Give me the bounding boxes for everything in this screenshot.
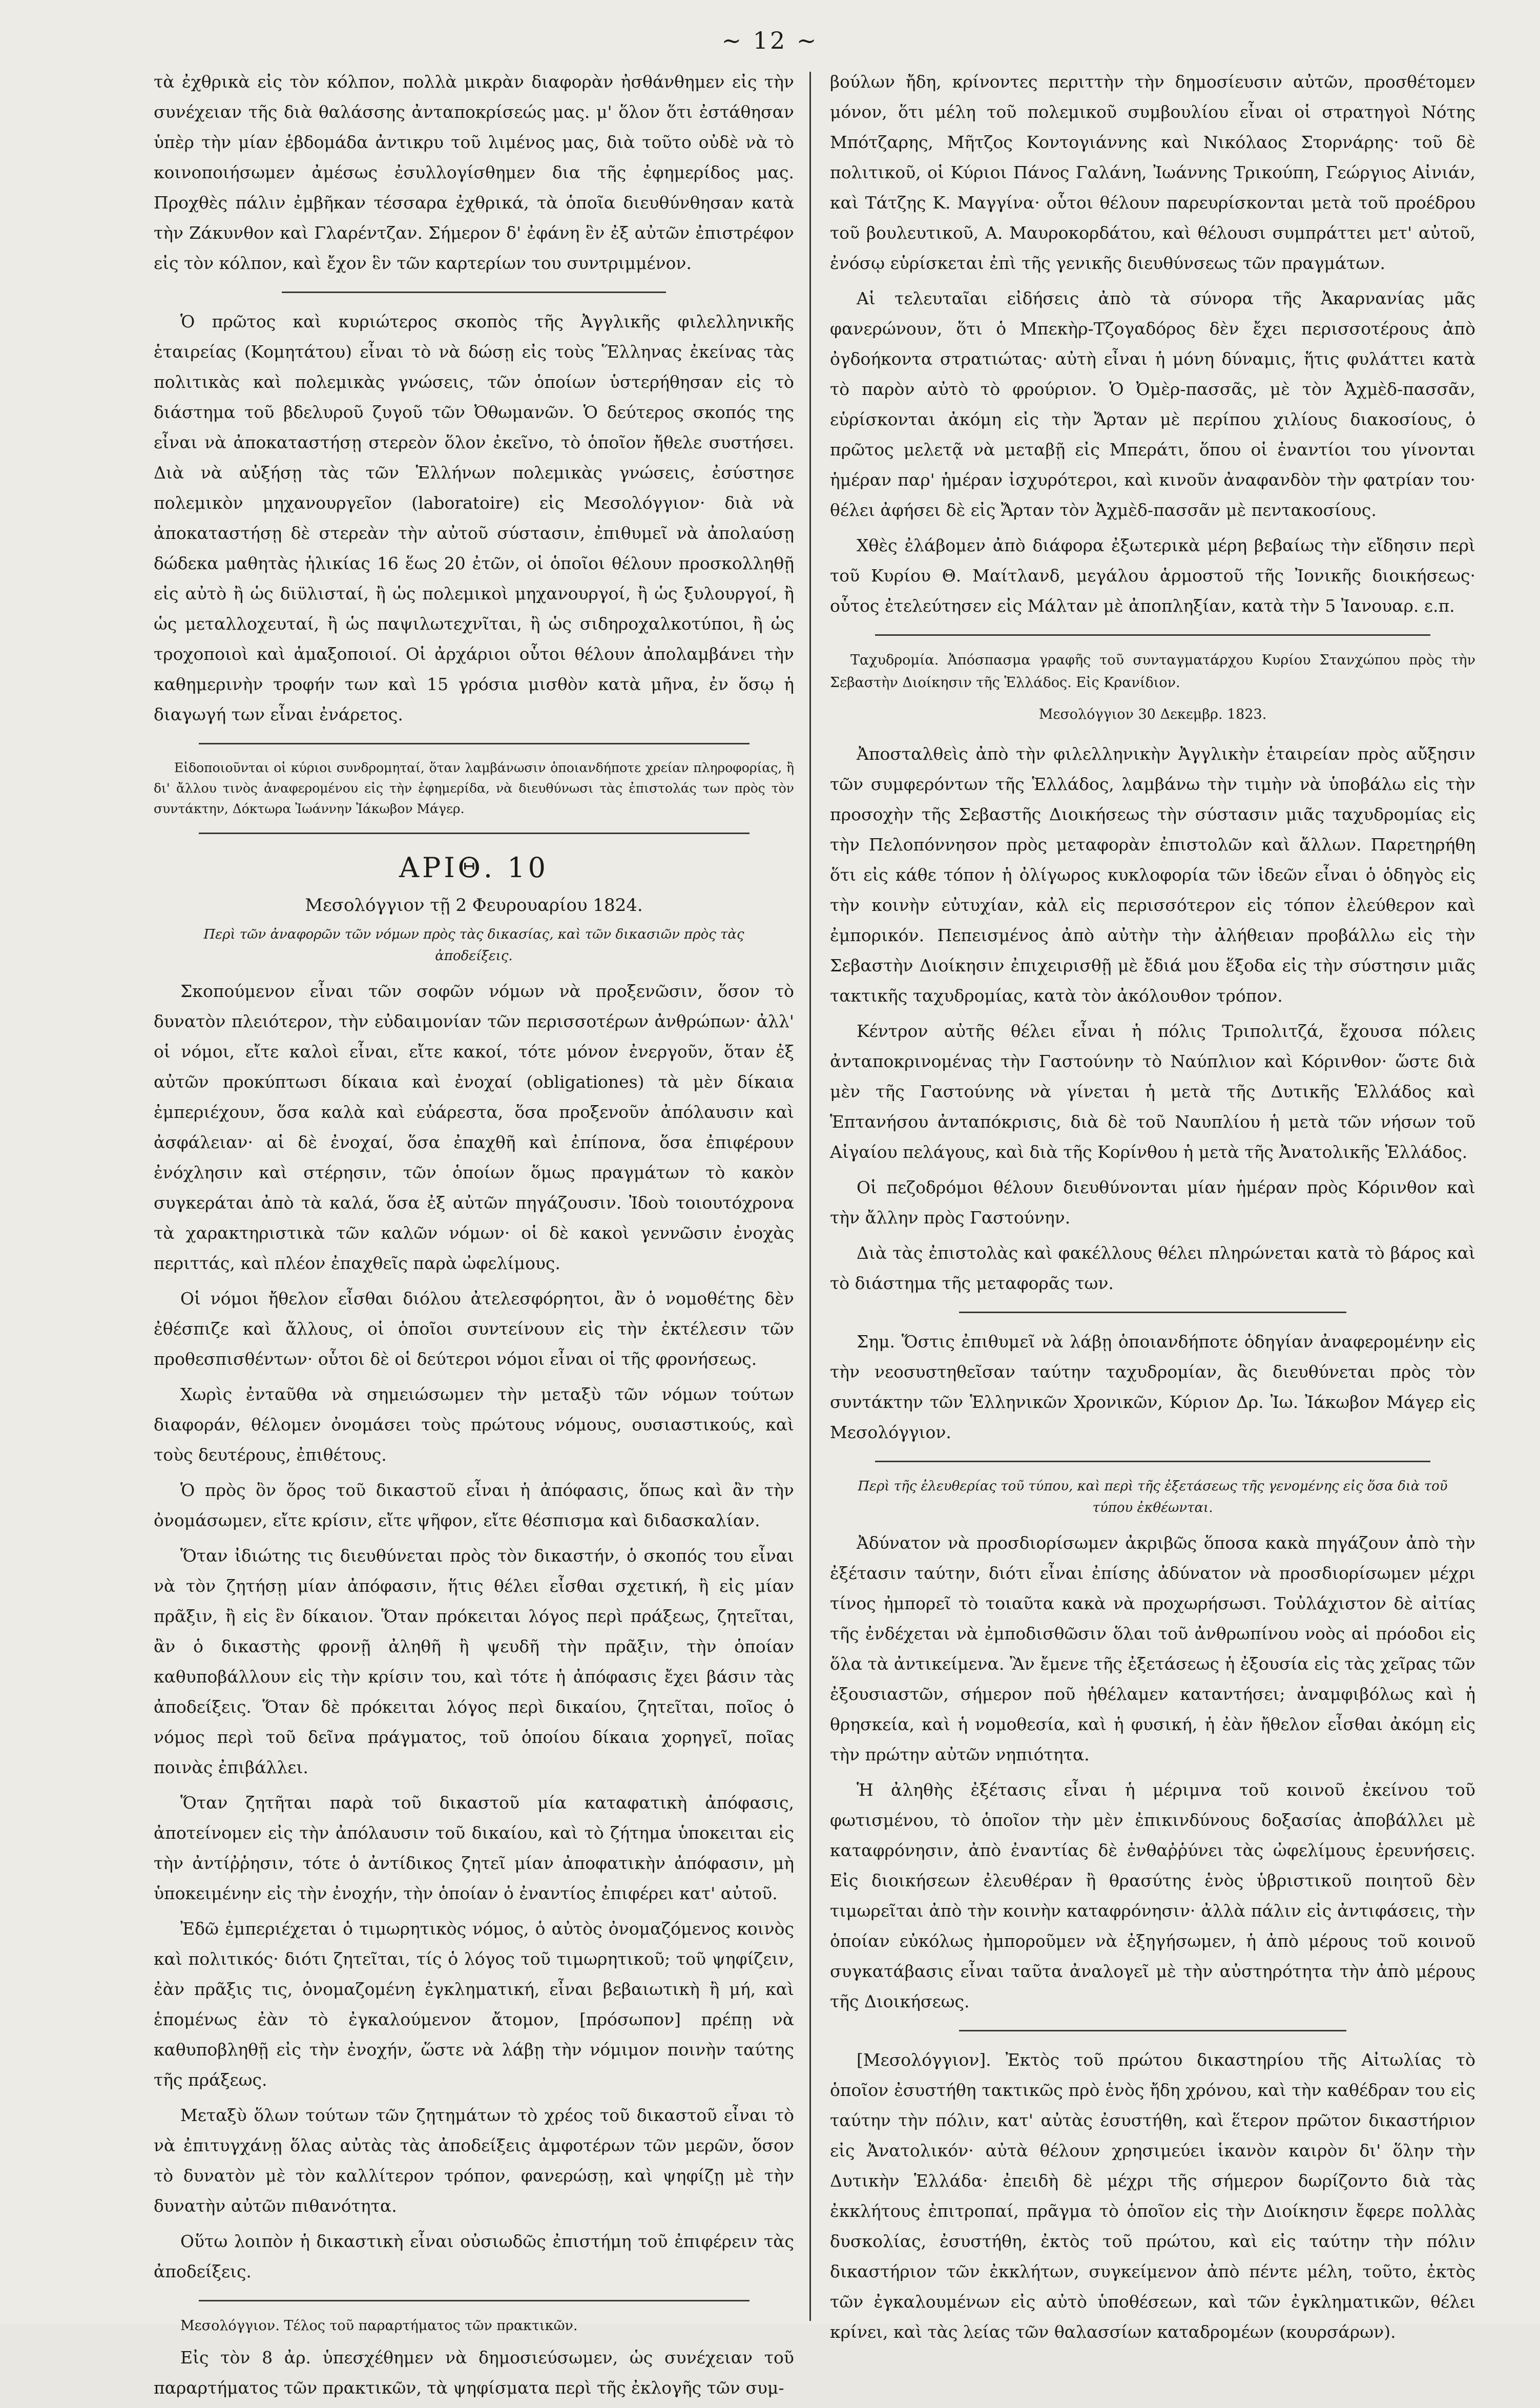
article-subtitle: Περὶ τῶν ἀναφορῶν τῶν νόμων πρὸς τὰς δικασίας, καὶ τῶν δικασιῶν πρὸς τὰς ἀποδείξεις.: [203, 927, 744, 964]
end-note: Μεσολόγγιον. Τέλος τοῦ παραρτήματος τῶν πρακτικῶν.: [180, 2318, 578, 2334]
paragraph: Εἰς τὸν 8 ἀρ. ὑπεσχέθημεν νὰ δημοσιεύσωμεν, ὡς συνέχειαν τοῦ παραρτήματος τῶν πρακτικῶν, τὰ ψηφίσματα περὶ τῆς ἐκλογῆς τῶν συμ-: [154, 2348, 794, 2398]
paragraph: Οὕτω λοιπὸν ἡ δικαστικὴ εἶναι οὐσιωδῶς ἐπιστήμη τοῦ ἐπιφέρειν τὰς ἀποδείξεις.: [154, 2231, 794, 2281]
divider: [875, 634, 1430, 636]
paragraph: βούλων ἤδη, κρίνοντες περιττὴν τὴν δημοσίευσιν αὐτῶν, προσθέτομεν μόνον, ὅτι μέλη τοῦ πολεμικοῦ συμβουλίου εἶναι οἱ στρατηγοὶ Νότης Μπότζαρης, Μῆτζος Κοντογιάννης καὶ Νικόλαος Στορνάρης· τοῦ δὲ πολιτικοῦ, οἱ Κύριοι Πάνος Γαλάνη, Ἰωάννης Τρικούπη, Γεώργιος Αἰνιάν, καὶ Τάτζης Κ. Μαγγίνα· οὗτοι θέλουν παρευρίσκονται μετὰ τοῦ προέδρου τοῦ βουλευτικοῦ, Α. Μαυροκορδάτου, καὶ θέλουσι συμπράττει μετ' αὐτοῦ, ἐνόσῳ εὑρίσκεται ἐπὶ τῆς γενικῆς διευθύνσεως τῶν πραγμάτων.: [830, 72, 1475, 273]
divider: [282, 292, 666, 293]
paragraph: Σημ. Ὅστις ἐπιθυμεῖ νὰ λάβῃ ὁποιανδήποτε ὁδηγίαν ἀναφερομένην εἰς τὴν νεοσυστηθεῖσαν ταύτην ταχυδρομίαν, ἂς διευθύνεται πρὸς τὸν συντάκτην τῶν Ἑλληνικῶν Χρονικῶν, Κύριον Δρ. Ἰω. Ἰάκωβον Μάγερ εἰς Μεσολόγγιον.: [830, 1332, 1475, 1442]
post-date: Μεσολόγγιον 30 Δεκεμβρ. 1823.: [1038, 707, 1267, 722]
article-subtitle: Περὶ τῆς ἐλευθερίας τοῦ τύπου, καὶ περὶ τῆς ἐξετάσεως τῆς γενομένης εἰς ὅσα διὰ τοῦ τύπου ἐκθέωνται.: [858, 1479, 1448, 1516]
paragraph: Αἱ τελευταῖαι εἰδήσεις ἀπὸ τὰ σύνορα τῆς Ἀκαρνανίας μᾶς φανερώνουν, ὅτι ὁ Μπεκὴρ-Τζογαδόρος δὲν ἔχει περισσοτέρους ἀπὸ ὀγδοήκοντα στρατιώτας· αὐτὴ εἶναι ἡ μόνη δύναμις, ἥτις φυλάττει κατὰ τὸ παρὸν αὐτὸ τὸ φρούριον. Ὁ Ὀμὲρ-πασσᾶς, μὲ τὸν Ἀχμὲδ-πασσᾶν, εὑρίσκονται ἀκόμη εἰς τὴν Ἄρταν μὲ περίπου χιλίους διακοσίους, ὁ πρῶτος μελετᾷ νὰ μεταβῇ εἰς Μπεράτι, ὅπου οἱ ἐναντίοι του γίνονται ἡμέραν παρ' ἡμέραν ἰσχυρότεροι, καὶ κινοῦν ἀναφανδὸν τὴν φατρίαν του· θέλει ἀφήσει δὲ εἰς Ἄρταν τὸν Ἀχμὲδ-πασσᾶν μὲ πεντακοσίους.: [830, 288, 1475, 520]
paragraph: Ἀποσταλθεὶς ἀπὸ τὴν φιλελληνικὴν Ἀγγλικὴν ἑταιρείαν πρὸς αὔξησιν τῶν συμφερόντων τῆς Ἑλλάδος, λαμβάνω τὴν τιμὴν νὰ ὑποβάλω εἰς τὴν προσοχὴν τῆς Σεβαστῆς Διοικήσεως τὴν σύστασιν μιᾶς ταχυδρομίας εἰς τὴν Πελοπόννησον πρὸς μεταφορὰν ἐπιστολῶν καὶ ἄλλων. Παρετηρήθη ὅτι εἰς κάθε τόπον ἡ ὀλίγωρος κυκλοφορία τῶν ἰδεῶν εἶναι ὁ ὁδηγὸς εἰς τὴν κοινὴν εὐτυχίαν, κἀλ εἰς περισσότερον εἰς τόπον ἐλεύθερον καὶ ἐμπορικόν. Πεπεισμένος ἀπὸ αὐτὴν τὴν ἀλήθειαν προβάλλω εἰς τὴν Σεβαστὴν Διοίκησιν ἐπιχειρισθῇ μὲ ἔδιά μου ἕξοδα εἰς τὴν σύστησιν μιᾶς τακτικῆς ταχυδρομίας, κατὰ τὸν ἀκόλουθον τρόπον.: [830, 744, 1475, 1006]
paragraph: Ὁ πρῶτος καὶ κυριώτερος σκοπὸς τῆς Ἀγγλικῆς φιλελληνικῆς ἑταιρείας (Κομητάτου) εἶναι τὸ νὰ δώσῃ εἰς τοὺς Ἕλληνας ἐκείνας τὰς πολιτικὰς καὶ πολεμικὰς γνώσεις, τῶν ὁποίων ὑστερήθησαν εἰς τὸ διάστημα τοῦ βδελυροῦ ζυγοῦ τῶν Ὀθωμανῶν. Ὁ δεύτερος σκοπός της εἶναι νὰ ἀποκαταστήσῃ στερεὸν ὅλον ἐκεῖνο, τὸ ὁποῖον ἤθελε συστήσει. Διὰ νὰ αὐξήσῃ τὰς τῶν Ἑλλήνων πολεμικὰς γνώσεις, ἐσύστησε πολεμικὸν μηχανουργεῖον (laboratoire) εἰς Μεσολόγγιον· διὰ νὰ ἀποκαταστήσῃ δὲ στερεὰν τὴν αὐτοῦ σύστασιν, ἐπιθυμεῖ νὰ ἀπολαύσῃ δώδεκα μαθητὰς ἡλικίας 16 ἕως 20 ἐτῶν, οἱ ὁποῖοι θέλουν προσκολληθῇ εἰς αὐτὸ ἢ ὡς διϋλισταί, ἢ ὡς πολεμικοὶ μηχανουργοί, ἢ ὡς ξυλουργοί, ἢ ὡς μεταλλοχευταί, ἢ ὡς παψιλωτεχνῖται, ἢ ὡς σιδηροχαλκοτύποι, ἢ ὡς τροχοποιοὶ καὶ ἁμαξοποιοί. Οἱ ἀρχάριοι οὗτοι θέλουν ἀπολαμβάνει τὴν καθημερινὴν τροφήν των καὶ 15 γρόσια μισθὸν κατὰ μῆνα, ἐν ὅσῳ ἡ διαγωγή των εἶναι ἐνάρετος.: [154, 312, 794, 724]
paragraph: Κέντρον αὐτῆς θέλει εἶναι ἡ πόλις Τριπολιτζά, ἔχουσα πόλεις ἀνταποκρινομένας τὴν Γαστούνην τὸ Ναύπλιον καὶ Κόρινθον· ὥστε διὰ μὲν τῆς Γαστούνης νὰ γίνεται ἡ μετὰ τῆς Δυτικῆς Ἑλλάδος καὶ Ἑπτανήσου ἀνταπόκρισις, διὰ δὲ τοῦ Ναυπλίου ἡ μετὰ τῶν νήσων τοῦ Αἰγαίου πελάγους, καὶ διὰ τῆς Κορίνθου ἡ μετὰ τῆς Ἀνατολικῆς Ἑλλάδος.: [830, 1021, 1475, 1162]
column-divider: [809, 72, 811, 2321]
post-heading: Ταχυδρομία. Ἀπόσπασμα γραφῆς τοῦ συνταγματάρχου Κυρίου Στανχώπου πρὸς τὴν Σεβαστὴν Διοίκησιν τῆς Ἑλλάδος. Εἰς Κρανίδιον.: [830, 652, 1475, 691]
paragraph: Ἡ ἀληθὴς ἐξέτασις εἶναι ἡ μέριμνα τοῦ κοινοῦ ἐκείνου τοῦ φωτισμένου, τὸ ὁποῖον τὴν μὲν ἐπικινδύνους δοξασίας ἀποβάλλει μὲ καταφρόνησιν, ἀπὸ ἐναντίας δὲ ἐνθαῤῥύνει τὰς ὠφελίμους ἐρευνήσεις. Εἰς διοικήσεων ἐλευθέραν ἢ θρασύτης ἑνὸς ὑβριστικοῦ ποιητοῦ δὲν τιμωρεῖται ἀπὸ τὴν κοινὴν καταφρόνησιν· ἀλλὰ πάλιν εἰς ἀντιφάσεις, τὴν ὁποίαν εὐκόλως ἠμποροῦμεν νὰ ἐξηγήσωμεν, ἡ ἀπὸ μέρους τοῦ κοινοῦ συγκατάβασις εἶναι ταῦτα ἀναλογεῖ μὲ τὴν αὐστηρότητα τὴν ἀπὸ μέρους τῆς Διοικήσεως.: [830, 1780, 1475, 2011]
paragraph: [Μεσολόγγιον]. Ἐκτὸς τοῦ πρώτου δικαστηρίου τῆς Αἰτωλίας τὸ ὁποῖον ἐσυστήθη τακτικῶς πρὸ ἑνὸς ἤδη χρόνου, καὶ τὴν καθέδραν του εἰς ταύτην τὴν πόλιν, κατ' αὐτὰς ἐσυστήθη, καὶ ἕτερον πρῶτον δικαστήριον εἰς Ἀνατολικόν· αὐτὰ θέλουν χρησιμεύει ἱκανὸν καιρὸν δι' ὅλην τὴν Δυτικὴν Ἑλλάδα· ἐπειδὴ δὲ μέχρι τῆς σήμερον δωρίζοντο διὰ τὰς ἐκκλήτους ἐπιτροπαί, πρᾶγμα τὸ ὁποῖον εἰς τὴν Διοίκησιν ἔφερε πολλὰς δυσκολίας, ἐσυστήθη, ἐκτὸς τοῦ πρώτου, καὶ εἰς ταύτην τὴν πόλιν δικαστήριον τῶν ἐκκλήτων, συγκείμενον ἀπὸ πέντε μέλη, τοῦτο, ἐκτὸς τῶν ἐγκαλουμένων εἰς αὐτὸ ὑποθέσεων, καὶ τῶν ἐγκληματικῶν, θέλει κρίνει, καὶ τὰς λείας τῶν θαλασσίων καταδρομέων (κουρσάρων).: [830, 2050, 1475, 2342]
paragraph: Ὁ πρὸς ὃν ὅρος τοῦ δικαστοῦ εἶναι ἡ ἀπόφασις, ὅπως καὶ ἂν τὴν ὀνομάσωμεν, εἴτε κρίσιν, εἴτε ψῆφον, εἴτε θέσπισμα καὶ διδασκαλίαν.: [154, 1480, 794, 1530]
left-column: [154, 67, 794, 2408]
paragraph: Μεταξὺ ὅλων τούτων τῶν ζητημάτων τὸ χρέος τοῦ δικαστοῦ εἶναι τὸ νὰ ἐπιτυγχάνῃ ὅλας αὐτὰς τὰς ἀποδείξεις ἀμφοτέρων τῶν μερῶν, ὅσον τὸ δυνατὸν μὲ τὸν καλλίτερον τρόπον, φανερώσῃ, καὶ ψηφίζῃ μὲ τὴν δυνατὴν αὐτῶν πιθανότητα.: [154, 2105, 794, 2216]
dateline: Μεσολόγγιον τῇ 2 Φευρουαρίου 1824.: [305, 895, 643, 916]
divider: [875, 1461, 1430, 1462]
paragraph: Οἱ νόμοι ἤθελον εἶσθαι διόλου ἀτελεσφόρητοι, ἂν ὁ νομοθέτης δὲν ἐθέσπιζε καὶ ἄλλους, οἱ ὁποῖοι συντείνουν εἰς τὴν ἐκτέλεσιν τῶν προθεσπισθέντων· οὗτοι δὲ οἱ δεύτεροι νόμοι εἶναι οἱ τῆς φρονήσεως.: [154, 1289, 794, 1369]
paragraph: Ἐδῶ ἐμπεριέχεται ὁ τιμωρητικὸς νόμος, ὁ αὐτὸς ὀνομαζόμενος κοινὸς καὶ πολιτικός· διότι ζητεῖται, τίς ὁ λόγος τοῦ τιμωρητικοῦ; τοῦ ψηφίζειν, ἐὰν πρᾶξις τις, ὀνομαζομένη ἐγκληματική, εἶναι βεβαιωτικὴ ἢ μή, καὶ ἑπομένως ἐὰν τὸ ἐγκαλούμενον ἄτομον, [πρόσωπον] πρέπῃ νὰ καθυποβληθῇ εἰς τὴν ἐνοχήν, ὥστε νὰ λάβῃ τὴν νόμιμον ποινὴν ταύτης τῆς πράξεως.: [154, 1919, 794, 2090]
paragraph: τὰ ἐχθρικὰ εἰς τὸν κόλπον, πολλὰ μικρὰν διαφορὰν ἠσθάνθημεν εἰς τὴν συνέχειαν τῆς διὰ θαλάσσης ἀνταποκρίσεώς μας. μ' ὅλον ὅτι ἐστάθησαν ὑπὲρ τὴν μίαν ἑβδομάδα ἀντικρυ τοῦ λιμένος μας, διὰ τοῦτο οὐδὲ νὰ τὸ κοινοποιήσωμεν ἀμέσως ἐσυλλογίσθημεν δια τῆς ἐφημερίδος μας. Προχθὲς πάλιν ἐμβῆκαν τέσσαρα ἐχθρικά, τὰ ὁποῖα διευθύνθησαν κατὰ τὴν Ζάκυνθον καὶ Γλαρέντζαν. Σήμερον δ' ἐφάνη ἓν ἐξ αὐτῶν ἐπιστρέφον εἰς τὸν κόλπον, καὶ ἔχον ἓν τῶν καρτερίων του συντριμμένον.: [154, 72, 794, 273]
paragraph: Ὅταν ἰδιώτης τις διευθύνεται πρὸς τὸν δικαστήν, ὁ σκοπός του εἶναι νὰ τὸν ζητήσῃ μίαν ἀπόφασιν, ἥτις θέλει εἶσθαι σχετική, ἢ εἰς μίαν πρᾶξιν, ἢ εἰς ἓν δίκαιον. Ὅταν πρόκειται λόγος περὶ πράξεως, ζητεῖται, ἂν ὁ δικαστὴς φρονῇ ἀληθῆ ἢ ψευδῆ τὴν πρᾶξιν, τὴν ὁποίαν καθυποβάλλουν εἰς τὴν κρίσιν του, καὶ τότε ἡ ἀπόφασις ἔχει βάσιν τὰς ἀποδείξεις. Ὅταν δὲ πρόκειται λόγος περὶ δικαίου, ζητεῖται, ποῖος ὁ νόμος περὶ τοῦ δεῖνα πράγματος, τοῦ ὁποίου δίκαια χορηγεῖ, ποῖας ποινὰς ἐπιβάλλει.: [154, 1546, 794, 1777]
paragraph: Χωρὶς ἐνταῦθα νὰ σημειώσωμεν τὴν μεταξὺ τῶν νόμων τούτων διαφοράν, θέλομεν ὀνομάσει τοὺς πρώτους νόμους, ουσιαστικούς, καὶ τοὺς δευτέρους, ἐπιθέτους.: [154, 1384, 794, 1465]
paragraph: Οἱ πεζοδρόμοι θέλουν διευθύνονται μίαν ἡμέραν πρὸς Κόρινθον καὶ τὴν ἄλλην πρὸς Γαστούνην.: [830, 1177, 1475, 1228]
paragraph: Ἀδύνατον νὰ προσδιορίσωμεν ἀκριβῶς ὅποσα κακὰ πηγάζουν ἀπὸ τὴν ἐξέτασιν ταύτην, διότι εἶναι ἐπίσης ἀδύνατον νὰ προσδιορίσωμεν μέχρι τίνος ἠμπορεῖ τὸ τοιαῦτα κακὰ νὰ προχωρήσωσι. Τοὐλάχιστον δὲ αἰτίας τῆς ἐνδέχεται νὰ ἐμποδισθῶσιν ὅλαι τοῦ ἀνθρωπίνου νοὸς αἱ πρόοδοι εἰς ὅλα τὰ ἀντικείμενα. Ἂν ἔμενε τῆς ἐξετάσεως ἡ ἐξουσία εἰς τὰς χεῖρας τῶν ἐξουσιαστῶν, σήμερον ποῦ ἠθέλαμεν καταντήσει; ἀναμφιβόλως καὶ ἡ θρησκεία, καὶ ἡ νομοθεσία, καὶ ἡ φυσική, ἡ ἐὰν ἤθελον εἶσθαι ἀκόμη εἰς τὴν πρώτην αὐτῶν νηπιότητα.: [830, 1533, 1475, 1765]
divider: [199, 2300, 750, 2301]
divider: [959, 2030, 1346, 2031]
divider: [959, 1312, 1346, 1313]
paragraph: Χθὲς ἐλάβομεν ἀπὸ διάφορα ἐξωτερικὰ μέρη βεβαίως τὴν εἴδησιν περὶ τοῦ Κυρίου Θ. Μαίτλανδ, μεγάλου ἁρμοστοῦ τῆς Ἰονικῆς διοικήσεως· οὗτος ἐτελεύτησεν εἰς Μάλταν μὲ ἀποπληξίαν, κατὰ τὴν 5 Ἰανουαρ. ε.π.: [830, 535, 1475, 616]
paragraph: Διὰ τὰς ἐπιστολὰς καὶ φακέλλους θέλει πληρώνεται κατὰ τὸ βάρος καὶ τὸ διάστημα τῆς μεταφορᾶς των.: [830, 1243, 1475, 1293]
divider: [199, 833, 750, 834]
paragraph: Ὅταν ζητῆται παρὰ τοῦ δικαστοῦ μία καταφατικὴ ἀπόφασις, ἀποτείνομεν εἰς τὴν ἀπόλαυσιν τοῦ δικαίου, καὶ τὸ ζήτημα ὑποκειται εἰς τὴν ἀντίῤῥησιν, τότε ὁ ἀντίδικος ζητεῖ μίαν ἀποφατικὴν ἀπόφασιν, μὴ ὑποκειμένην εἰς τὴν ἐνοχήν, τὴν ὁποίαν ὁ ἐναντίος ἐπιφέρει κατ' αὐτοῦ.: [154, 1793, 794, 1903]
divider: [199, 743, 750, 744]
subscriber-notice: Εἰδοποιοῦνται οἱ κύριοι συνδρομηταί, ὅταν λαμβάνωσιν ὁποιανδήποτε χρείαν πληροφορίας, ἢ δι' ἄλλου τινὸς ἀναφερομένου εἰς τὴν ἐφημερίδα, νὰ διευθύνωσι τὰς ἐπιστολάς των πρὸς τὸν συντάκτην, Δόκτωρα Ἰωάννην Ἰάκωβον Μάγερ.: [154, 760, 794, 816]
page-number: ~ 12 ~: [721, 27, 819, 54]
issue-heading: ΑΡΙΘ. 10: [399, 852, 549, 884]
paragraph: Σκοπούμενον εἶναι τῶν σοφῶν νόμων νὰ προξενῶσιν, ὅσον τὸ δυνατὸν πλειότερον, τὴν εὐδαιμονίαν τῶν περισσοτέρων ἀνθρώπων· ἀλλ' οἱ νόμοι, εἴτε καλοὶ εἶναι, εἴτε κακοί, τότε μόνον ἐνεργοῦν, ὅταν ἐξ αὐτῶν προκύπτωσι δίκαια καὶ ἐνοχαί (obligationes) τὰ μὲν δίκαια ἐμπεριέχουν, ὅσα καλὰ καὶ εὐάρεστα, ὅσα προξενοῦν ἀπόλαυσιν καὶ ἀσφάλειαν· αἱ δὲ ἐνοχαί, ὅσα ἐπαχθῆ καὶ ἐπίπονα, ὅσα ἐπιφέρουν ἐνόχλησιν καὶ στέρησιν, τῶν ὁποίων ὅμως πραγμάτων τὸ κακὸν συγκεράται ἀπὸ τὰ καλά, ὅσα ἐξ αὐτῶν πηγάζουσιν. Ἰδοὺ τοιουτόχρονα τὰ χαρακτηριστικὰ τῶν καλῶν νόμων· οἱ δὲ κακοὶ γεννῶσιν ἐνοχὰς περιττάς, καὶ πλέον ἐπαχθεῖς παρὰ ὠφελίμους.: [154, 981, 794, 1273]
right-column: [830, 67, 1475, 2352]
